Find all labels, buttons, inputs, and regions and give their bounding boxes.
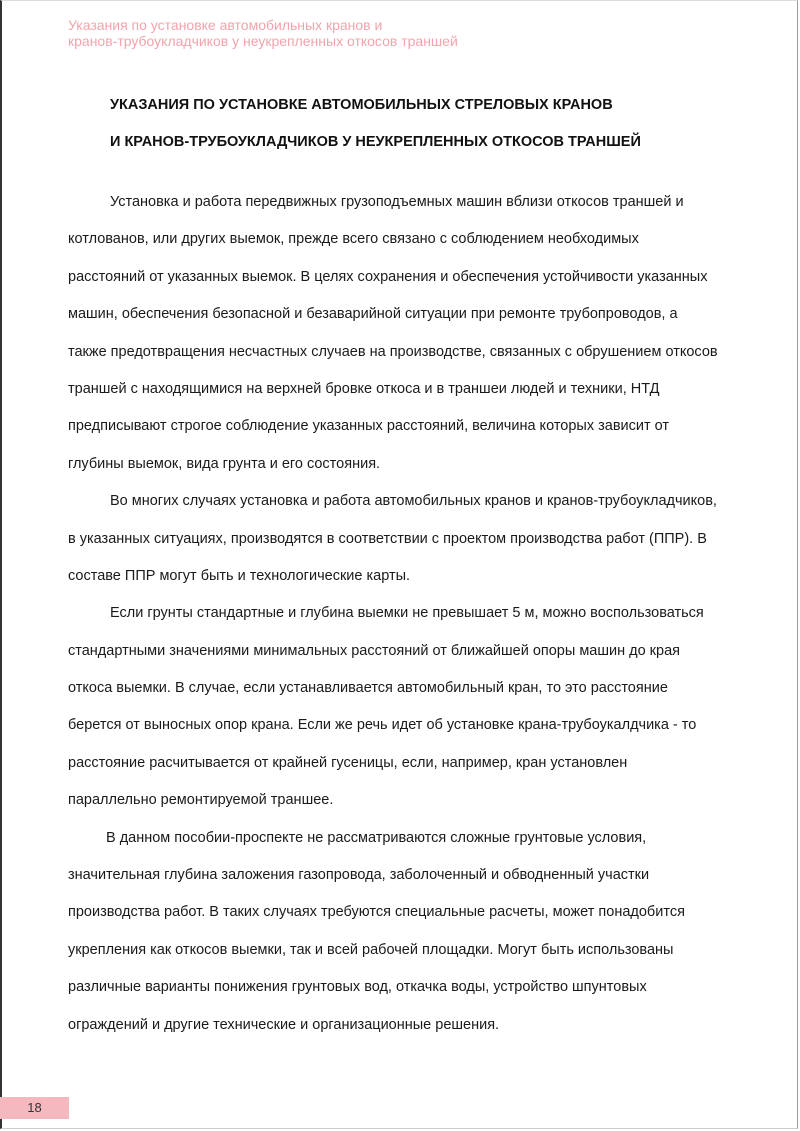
paragraph-1-line-2: котлованов, или других выемок, прежде всего связано с соблюдением необходимых [68, 231, 639, 248]
paragraph-3-line-4: берется от выносных опор крана. Если же речь идет об установке крана-трубоукалдчика - то [68, 717, 697, 734]
document-title-line-1: УКАЗАНИЯ ПО УСТАНОВКЕ АВТОМОБИЛЬНЫХ СТРЕЛОВЫХ КРАНОВ [110, 97, 613, 113]
paragraph-4-line-3: производства работ. В таких случаях требуются специальные расчеты, может понадобится [68, 904, 685, 921]
document-title [110, 96, 730, 170]
paragraph-4-line-4: укрепления как откосов выемки, так и всей рабочей площадки. Могут быть использованы [68, 941, 674, 958]
paragraph-2-line-2: в указанных ситуациях, производятся в соответствии с проектом производства работ (ППР). В [68, 530, 707, 547]
paragraph-1-line-4: машин, обеспечения безопасной и безаварийной ситуации при ремонте трубопроводов, а [68, 306, 678, 323]
document-title-line-2: И КРАНОВ-ТРУБОУКЛАДЧИКОВ У НЕУКРЕПЛЕННЫХ ОТКОСОВ ТРАНШЕЙ [110, 134, 641, 150]
body-text [68, 192, 736, 1052]
paragraph-4-line-5: различные варианты понижения грунтовых вод, откачка воды, устройство шпунтовых [68, 979, 647, 996]
paragraph-3-line-5: расстояние расчитывается от крайней гусеницы, если, например, кран установлен [68, 754, 628, 771]
paragraph-1-line-6: траншей с находящимися на верхней бровке откоса и в траншеи людей и техники, НТД [68, 380, 660, 397]
paragraph-3-line-1: Если грунты стандартные и глубина выемки не превышает 5 м, можно воспользоваться [110, 605, 704, 622]
page-number: 18 [0, 1097, 69, 1119]
paragraph-2-line-1: Во многих случаях установка и работа автомобильных кранов и кранов-трубоукладчиков, [110, 493, 717, 510]
paragraph-1-line-5: также предотвращения несчастных случаев на производстве, связанных с обрушением откосов [68, 343, 718, 360]
paragraph-1-line-3: расстояний от указанных выемок. В целях сохранения и обеспечения устойчивости указанных [68, 268, 708, 285]
paragraph-4-line-1: В данном пособии-проспекте не рассматриваются сложные грунтовые условия, [106, 829, 647, 846]
running-header [68, 17, 668, 49]
paragraph-1-line-1: Установка и работа передвижных грузоподъемных машин вблизи откосов траншей и [110, 194, 684, 210]
running-header-line-1: Указания по установке автомобильных кранов и [68, 17, 383, 33]
paragraph-2-line-3: составе ППР могут быть и технологические карты. [68, 567, 411, 584]
paragraph-4-line-6: ограждений и другие технические и организационные решения. [68, 1016, 500, 1033]
paragraph-4-line-2: значительная глубина заложения газопровода, заболоченный и обводненный участки [68, 867, 650, 884]
paragraph-3-line-2: стандартными значениями минимальных расстояний от ближайшей опоры машин до края [68, 642, 680, 659]
paragraph-1-line-7: предписывают строгое соблюдение указанных расстояний, величина которых зависит от [68, 418, 670, 435]
paragraph-1-line-8: глубины выемок, вида грунта и его состояния. [68, 455, 381, 472]
running-header-line-2: кранов-трубоукладчиков у неукрепленных откосов траншей [68, 33, 458, 49]
paragraph-3-line-3: откоса выемки. В случае, если устанавливается автомобильный кран, то это расстояние [68, 680, 668, 697]
paragraph-3-line-6: параллельно ремонтируемой траншее. [68, 792, 334, 809]
